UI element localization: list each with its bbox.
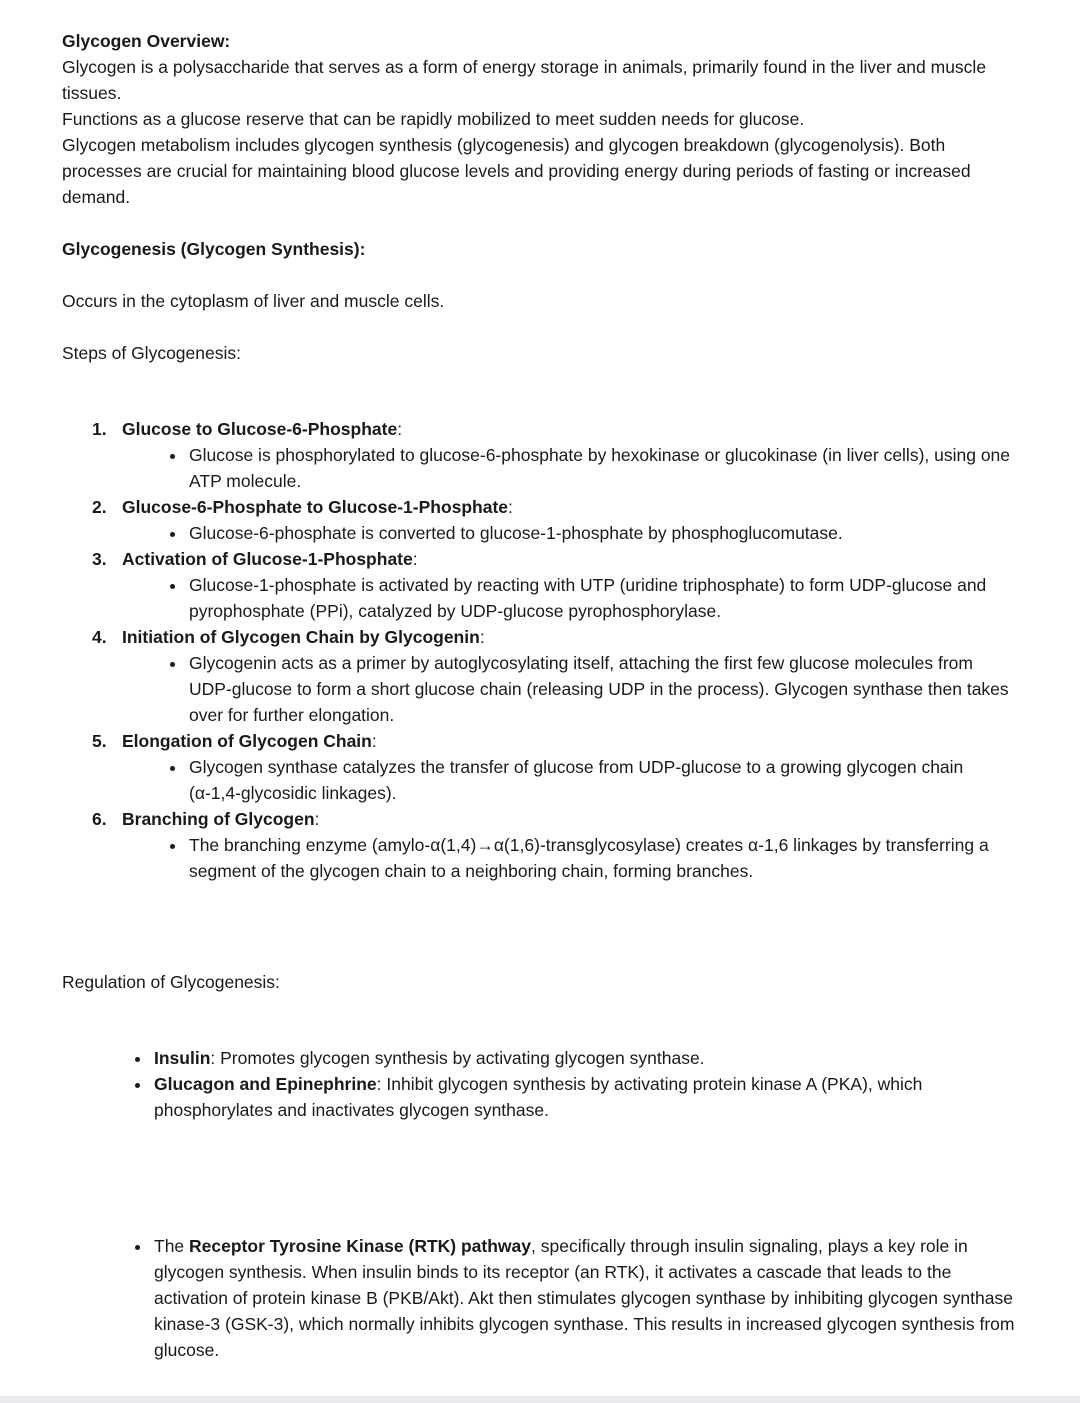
step-item (92, 728, 1018, 806)
step-body (122, 624, 1018, 728)
step-item (92, 806, 1018, 884)
regulation-item-lead: Insulin (154, 1048, 211, 1068)
step-detail: • The branching enzyme (amylo-α(1,4)→α(1,6)-transglycosylase) creates α-1,6 linkages by transferring a segment of the glycogen chain to a neighboring chain, forming branches. (187, 832, 1018, 884)
step-detail: • Glycogen synthase catalyzes the transfer of glucose from UDP-glucose to a growing glycogen chain (α-1,4-glycosidic linkages). (187, 754, 1018, 806)
step-title: Branching of Glycogen (122, 809, 315, 829)
rtk-bold: Receptor Tyrosine Kinase (RTK) pathway (189, 1236, 531, 1256)
step-detail: • Glucose-6-phosphate is converted to glucose-1-phosphate by phosphoglucomutase. (187, 520, 1018, 546)
step-body (122, 728, 1018, 806)
step-number: 6. (92, 809, 107, 829)
step-title-line (122, 546, 1018, 572)
overview-heading: Glycogen Overview: (62, 31, 231, 51)
step-title-line (122, 416, 1018, 442)
step-detail: • Glucose-1-phosphate is activated by reacting with UTP (uridine triphosphate) to form UDP-glucose and pyrophosphate (PPi), catalyzed by UDP-glucose pyrophosphorylase. (187, 572, 1018, 624)
step-number: 4. (92, 627, 107, 647)
step-detail: • Glycogenin acts as a primer by autoglycosylating itself, attaching the first few glucose molecules from UDP-glucose to form a short glucose chain (releasing UDP in the process). Glycogen synthase then takes over for further elongation. (187, 650, 1018, 728)
step-title: Initiation of Glycogen Chain by Glycogenin (122, 627, 480, 647)
rtk-item (152, 1233, 1018, 1363)
step-sublist (122, 572, 1018, 624)
step-sublist (122, 754, 1018, 806)
step-colon: : (508, 497, 513, 517)
step-sublist (122, 520, 1018, 546)
step-item (92, 416, 1018, 494)
rtk-list (62, 1233, 1018, 1363)
overview-paragraph: Glycogen metabolism includes glycogen synthesis (glycogenesis) and glycogen breakdown (glycogenolysis). Both processes are crucial for maintaining blood glucose levels and providing energy during periods of fasting or increased demand. (62, 135, 971, 207)
step-number: 3. (92, 549, 107, 569)
step-number: 2. (92, 497, 107, 517)
step-body (122, 416, 1018, 494)
step-sublist (122, 832, 1018, 884)
regulation-item-rest: : Inhibit glycogen synthesis by activating protein kinase A (PKA), which phosphorylates and inactivates glycogen synthase. (154, 1074, 923, 1120)
regulation-item-rest: : Promotes glycogen synthesis by activating glycogen synthase. (210, 1048, 705, 1068)
step-title: Glucose-6-Phosphate to Glucose-1-Phosphate (122, 497, 509, 517)
step-title: Elongation of Glycogen Chain (122, 731, 372, 751)
regulation-list (62, 1045, 1018, 1123)
step-title-line (122, 806, 1018, 832)
step-colon: : (314, 809, 320, 829)
regulation-heading: Regulation of Glycogenesis: (62, 972, 280, 992)
step-body (122, 494, 1018, 546)
step-colon: : (412, 549, 418, 569)
step-title-line (122, 494, 1018, 520)
glycogenesis-location: Occurs in the cytoplasm of liver and muscle cells. (62, 291, 445, 311)
step-body (122, 546, 1018, 624)
step-number: 5. (92, 731, 107, 751)
step-title-line (122, 728, 1018, 754)
step-number: 1. (92, 419, 107, 439)
step-sublist (122, 650, 1018, 728)
step-item (92, 624, 1018, 728)
step-title: Glucose to Glucose-6-Phosphate (122, 419, 398, 439)
steps-label: Steps of Glycogenesis: (62, 343, 241, 363)
step-colon: : (479, 627, 485, 647)
step-item (92, 546, 1018, 624)
step-colon: : (371, 731, 377, 751)
step-colon: : (397, 419, 403, 439)
step-title-line (122, 624, 1018, 650)
step-body (122, 806, 1018, 884)
step-sublist (122, 442, 1018, 494)
regulation-item (152, 1045, 1018, 1071)
glycogenesis-steps-list (62, 416, 1018, 884)
regulation-item-lead: Glucagon and Epinephrine (154, 1074, 377, 1094)
rtk-rest: , specifically through insulin signaling, plays a key role in glycogen synthesis. When insulin binds to its receptor (an RTK), it activates a cascade that leads to the activation of protein kinase B (PKB/Akt). Akt then stimulates glycogen synthase by inhibiting glycogen synthase kinase-3 (GSK-3), which normally inhibits glycogen synthase. This results in increased glycogen synthesis from glucose. (154, 1236, 1015, 1360)
step-detail: • Glucose is phosphorylated to glucose-6-phosphate by hexokinase or glucokinase (in liver cells), using one ATP molecule. (187, 442, 1018, 494)
regulation-item (152, 1071, 1018, 1123)
rtk-pre: The (154, 1236, 190, 1256)
overview-paragraph: Functions as a glucose reserve that can be rapidly mobilized to meet sudden needs for glucose. (62, 109, 805, 129)
step-title: Activation of Glucose-1-Phosphate (122, 549, 413, 569)
glycogenesis-heading: Glycogenesis (Glycogen Synthesis): (62, 239, 366, 259)
page-bottom-edge (0, 1396, 1080, 1403)
step-item (92, 494, 1018, 546)
overview-paragraph: Glycogen is a polysaccharide that serves as a form of energy storage in animals, primarily found in the liver and muscle tissues. (62, 57, 987, 103)
